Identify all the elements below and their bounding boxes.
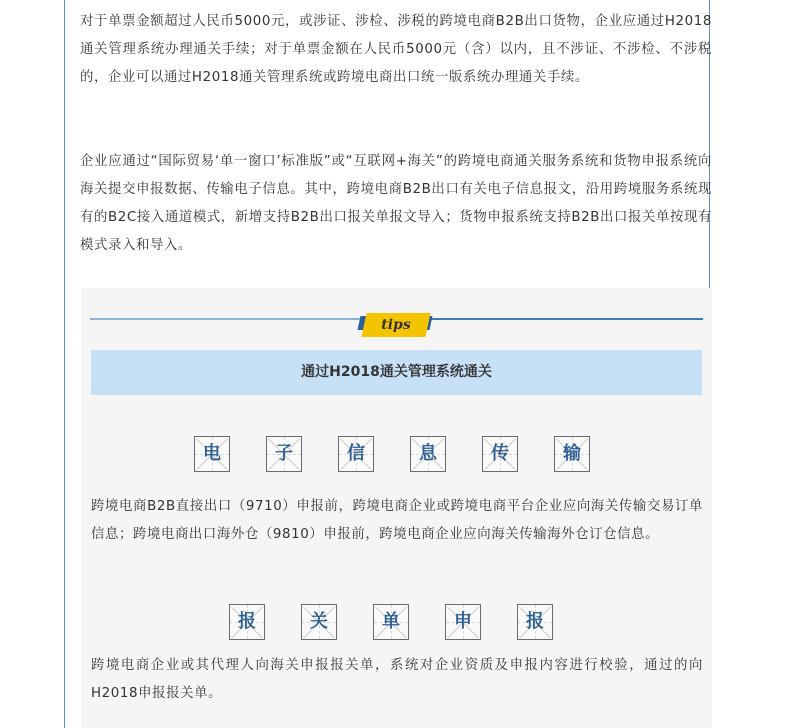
char-cell: [229, 604, 265, 640]
char-cell-text: 报: [526, 611, 544, 632]
char-cell: [338, 436, 374, 472]
char-cell-text: 电: [203, 443, 221, 464]
char-cell: [194, 436, 230, 472]
char-cell-text: 传: [491, 443, 509, 464]
char-cell: [373, 604, 409, 640]
char-cell-text: 息: [419, 443, 437, 464]
tips-tag-label: tips: [381, 317, 411, 333]
paragraph-data-submission: 企业应通过“国际贸易‘单一窗口’标准版”或“互联网+海关”的跨境电商通关服务系统和货物申报系统向海关提交申报数据、传输电子信息。其中，跨境电商B2B出口有关电子信息报文，沿用跨境服务系统现有的B2C接入通道模式，新增支持B2B出口报关单报文导入；货物申报系统支持B2B出口报关单按现有模式录入和导入。: [80, 154, 712, 253]
char-cell: [410, 436, 446, 472]
char-cell-text: 申: [454, 611, 472, 632]
tips-text-electronic-transmission: 跨境电商B2B直接出口（9710）申报前，跨境电商企业或跨境电商平台企业应向海关传输交易订单信息；跨境电商出口海外仓（9810）申报前，跨境电商企业应向海关传输海外仓订仓信息。: [91, 499, 703, 542]
tips-banner-title: 通过H2018通关管理系统通关: [91, 350, 702, 395]
char-cell-text: 关: [310, 611, 328, 632]
char-cell-text: 子: [275, 443, 293, 464]
char-cell-text: 报: [238, 611, 256, 632]
tips-tag: [361, 313, 430, 337]
char-cell: [482, 436, 518, 472]
char-grid-electronic-transmission: [194, 436, 590, 472]
char-cell-text: 单: [382, 611, 400, 632]
char-cell-text: 信: [347, 443, 365, 464]
char-cell: [266, 436, 302, 472]
char-grid-declaration: [229, 604, 553, 640]
char-cell: [445, 604, 481, 640]
char-cell: [301, 604, 337, 640]
char-cell: [517, 604, 553, 640]
tips-text-declaration: 跨境电商企业或其代理人向海关申报报关单，系统对企业资质及申报内容进行校验，通过的向H2018申报报关单。: [91, 658, 703, 701]
char-cell: [554, 436, 590, 472]
tips-divider-line-accent: [431, 318, 703, 320]
char-cell-text: 输: [563, 443, 581, 464]
paragraph-customs-rules: 对于单票金额超过人民币5000元，或涉证、涉检、涉税的跨境电商B2B出口货物，企业应通过H2018通关管理系统办理通关手续；对于单票金额在人民币5000元（含）以内，且不涉证、不涉检、不涉税的，企业可以通过H2018通关管理系统或跨境电商出口统一版系统办理通关手续。: [80, 14, 712, 85]
